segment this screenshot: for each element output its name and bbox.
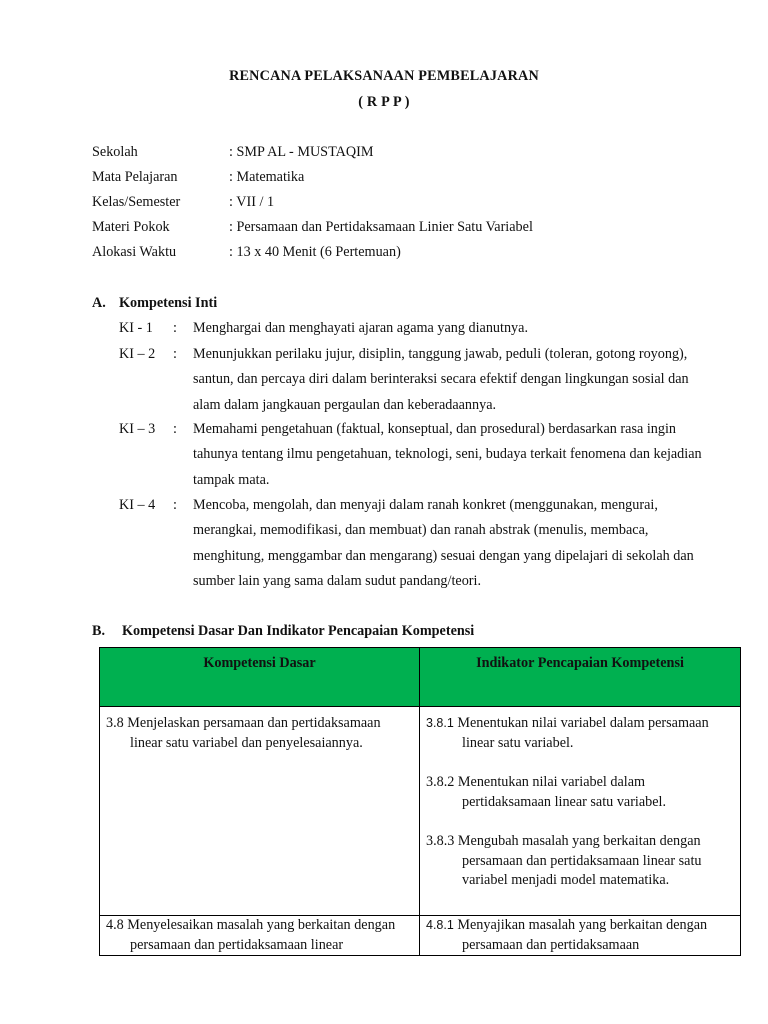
info-value: : SMP AL - MUSTAQIM	[229, 144, 374, 160]
indicator-code: 4.8.1	[426, 918, 454, 932]
document-subtitle: ( R P P )	[358, 94, 410, 110]
ki-colon: :	[173, 421, 177, 437]
section-a-heading: Kompetensi Inti	[119, 295, 218, 311]
ki-text: Menghargai dan menghayati ajaran agama yang dianutnya.	[193, 320, 528, 336]
kd-cell	[100, 916, 420, 956]
section-b-letter: B.	[92, 623, 106, 639]
indicator-cell	[420, 707, 741, 916]
info-value: : VII / 1	[229, 194, 275, 210]
info-label: Materi Pokok	[92, 219, 170, 235]
table-row	[100, 707, 741, 916]
ki-text: Mencoba, mengolah, dan menyaji dalam ranah konkret (menggunakan, mengurai, merangkai, memodifikasi, dan membuat) dan ranah abstrak (menulis, membaca, menghitung, menggambar dan mengarang) sesuai dengan yang dipelajari di sekolah dan sumber lain yang sama dalam sudut pandang/teori.	[193, 497, 694, 589]
info-label: Mata Pelajaran	[92, 169, 178, 185]
indicator-text: Mengubah masalah yang berkaitan dengan persamaan dan pertidaksamaan linear satu variabel menjadi model matematika.	[457, 833, 702, 888]
kd-text: 4.8 Menyelesaikan masalah yang berkaitan dengan persamaan dan pertidaksamaan linear	[106, 917, 396, 953]
indicator-item	[426, 773, 734, 812]
ki-code: KI – 2	[119, 346, 156, 362]
kd-cell	[100, 707, 420, 916]
indicator-item	[426, 714, 734, 753]
indicator-item	[426, 832, 734, 891]
header-kompetensi-dasar: Kompetensi Dasar	[100, 648, 420, 707]
indicator-text: Menyajikan masalah yang berkaitan dengan persamaan dan pertidaksamaan	[457, 917, 708, 953]
ki-code: KI – 3	[119, 421, 156, 437]
indicator-code: 3.8.2	[426, 774, 455, 790]
info-value: : 13 x 40 Menit (6 Pertemuan)	[229, 244, 401, 260]
info-label: Alokasi Waktu	[92, 244, 177, 260]
competency-table	[99, 647, 741, 956]
kd-text: 3.8 Menjelaskan persamaan dan pertidaksamaan linear satu variabel dan penyelesaiannya.	[106, 715, 381, 751]
section-a-letter: A.	[92, 295, 106, 311]
section-b-heading: Kompetensi Dasar Dan Indikator Pencapaian Kompetensi	[122, 623, 475, 639]
ki-text: Memahami pengetahuan (faktual, konseptual, dan prosedural) berdasarkan rasa ingin tahunya tentang ilmu pengetahuan, teknologi, seni, budaya terkait fenomena dan kejadian tampak mata.	[193, 421, 702, 488]
table-row	[100, 916, 741, 956]
ki-colon: :	[173, 346, 177, 362]
info-value: : Persamaan dan Pertidaksamaan Linier Satu Variabel	[229, 219, 533, 235]
indicator-cell	[420, 916, 741, 956]
table-header-row	[100, 648, 741, 707]
ki-text: Menunjukkan perilaku jujur, disiplin, tanggung jawab, peduli (toleran, gotong royong), santun, dan percaya diri dalam berinteraksi secara efektif dengan lingkungan sosial dan alam dalam jangkauan pergaulan dan keberadaannya.	[193, 346, 689, 413]
info-label: Sekolah	[92, 144, 138, 160]
ki-colon: :	[173, 320, 177, 336]
indicator-text: Menentukan nilai variabel dalam pertidaksamaan linear satu variabel.	[457, 774, 667, 810]
indicator-code: 3.8.1	[426, 716, 454, 730]
indicator-item	[426, 916, 734, 955]
document-title: RENCANA PELAKSANAAN PEMBELAJARAN	[229, 68, 539, 84]
indicator-code: 3.8.3	[426, 833, 455, 849]
ki-code: KI - 1	[119, 320, 153, 336]
ki-code: KI – 4	[119, 497, 156, 513]
indicator-text: Menentukan nilai variabel dalam persamaan linear satu variabel.	[457, 715, 709, 751]
ki-colon: :	[173, 497, 177, 513]
header-indikator: Indikator Pencapaian Kompetensi	[420, 648, 741, 707]
info-value: : Matematika	[229, 169, 305, 185]
info-label: Kelas/Semester	[92, 194, 181, 210]
